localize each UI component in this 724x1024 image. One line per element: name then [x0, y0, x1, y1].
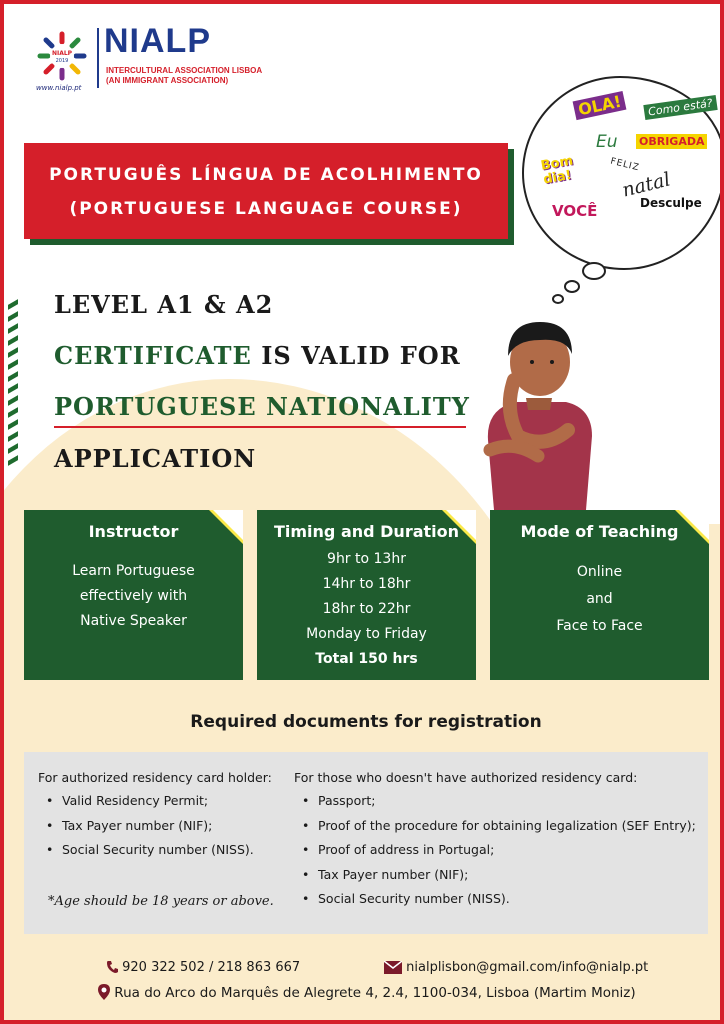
- location-pin-icon: [98, 984, 110, 1000]
- list-item: • Valid Residency Permit;: [38, 793, 298, 818]
- timing-card-title: Timing and Duration: [273, 522, 460, 541]
- thought-bubble-dot: [582, 262, 606, 280]
- thought-word-como-esta: Como está?: [643, 95, 717, 120]
- instructor-card-title: Instructor: [88, 522, 179, 541]
- list-item: • Passport;: [294, 793, 704, 818]
- address-contact[interactable]: [98, 984, 636, 1001]
- list-item: • Tax Payer number (NIF);: [294, 867, 704, 892]
- instructor-card-line: Native Speaker: [80, 613, 187, 629]
- thought-word-eu: Eu: [596, 132, 618, 152]
- phone-numbers: 920 322 502 / 218 863 667: [122, 960, 301, 975]
- thought-bubble-dot: [552, 294, 564, 304]
- nialp-logo[interactable]: [32, 22, 282, 98]
- headline-certificate-word: CERTIFICATE: [54, 341, 252, 370]
- headline-level: LEVEL A1 & A2: [54, 290, 274, 319]
- holder-heading: For authorized residency card holder:: [38, 770, 272, 785]
- logo-website: www.nialp.pt: [36, 84, 82, 92]
- course-title-line-2: (PORTUGUESE LANGUAGE COURSE): [69, 199, 463, 219]
- mode-card-line: and: [586, 591, 613, 607]
- thought-word-obrigada: OBRIGADA: [636, 134, 707, 149]
- instructor-card-line: effectively with: [79, 588, 188, 604]
- thought-word-feliz: FELIZ: [609, 156, 641, 174]
- mode-card-line: Face to Face: [556, 618, 643, 634]
- timing-card-line: 18hr to 22hr: [322, 601, 411, 617]
- address-text: Rua do Arco do Marquês de Alegrete 4, 2.4, 1100-034, Lisboa (Martim Moniz): [114, 985, 636, 1001]
- timing-card-line: 14hr to 18hr: [322, 576, 411, 592]
- thought-word-desculpe: Desculpe: [640, 196, 702, 210]
- headline-underline: [54, 426, 466, 428]
- timing-card: [257, 510, 476, 680]
- logo-subtitle-2: (AN IMMIGRANT ASSOCIATION): [106, 76, 229, 85]
- logo-divider: [97, 28, 99, 88]
- course-title-box: [24, 143, 508, 239]
- logo-badge-text: NIALP: [51, 50, 73, 57]
- age-note: *Age should be 18 years or above.: [48, 894, 274, 909]
- phone-contact[interactable]: [106, 960, 300, 975]
- thinking-person-illustration: [474, 310, 604, 510]
- instructor-card-line: Learn Portuguese: [72, 563, 195, 579]
- holder-list: [38, 793, 298, 867]
- logo-badge-year: 2019: [55, 58, 69, 64]
- requirements-box: [24, 752, 708, 934]
- list-item: • Proof of address in Portugal;: [294, 842, 704, 867]
- course-title-line-1: PORTUGUÊS LÍNGUA DE ACOLHIMENTO: [49, 165, 483, 185]
- mode-card-title: Mode of Teaching: [520, 522, 679, 541]
- thought-bubble: [522, 76, 724, 270]
- logo-subtitle-1: INTERCULTURAL ASSOCIATION LISBOA: [106, 66, 263, 75]
- requirements-title: Required documents for registration: [190, 712, 542, 732]
- timing-card-line: 9hr to 13hr: [327, 551, 406, 567]
- non-holder-heading: For those who doesn't have authorized residency card:: [294, 770, 638, 785]
- non-holder-column: [294, 770, 704, 916]
- people-circle-logo-icon: [36, 30, 88, 82]
- thought-bubble-dot: [564, 280, 580, 293]
- headline-application: APPLICATION: [54, 444, 257, 473]
- list-item: • Social Security number (NISS).: [38, 842, 298, 867]
- thought-word-ola: OLA!: [573, 91, 627, 120]
- headline-valid-for: IS VALID FOR: [251, 341, 461, 370]
- email-addresses: nialplisbon@gmail.com/info@nialp.pt: [406, 960, 649, 975]
- list-item: • Proof of the procedure for obtaining legalization (SEF Entry);: [294, 818, 704, 843]
- headline-certificate: [54, 341, 461, 370]
- non-holder-list: [294, 793, 704, 916]
- email-contact[interactable]: [384, 960, 648, 975]
- mode-card-line: Online: [576, 564, 623, 580]
- logo-name: NIALP: [104, 22, 211, 60]
- decorative-stripes: [8, 302, 18, 472]
- phone-icon: [106, 960, 118, 974]
- list-item: • Tax Payer number (NIF);: [38, 818, 298, 843]
- holder-column: [38, 770, 298, 867]
- email-icon: [384, 961, 402, 974]
- headline-nationality: PORTUGUESE NATIONALITY: [54, 392, 470, 421]
- thought-word-voce: VOCÊ: [552, 202, 598, 220]
- timing-card-line: Monday to Friday: [306, 626, 427, 642]
- timing-card-total: Total 150 hrs: [315, 651, 418, 667]
- thought-word-natal: natal: [620, 168, 673, 202]
- mode-card: [490, 510, 709, 680]
- thought-word-bom-dia: Bom dia!: [539, 153, 575, 188]
- list-item: • Social Security number (NISS).: [294, 891, 704, 916]
- instructor-card: [24, 510, 243, 680]
